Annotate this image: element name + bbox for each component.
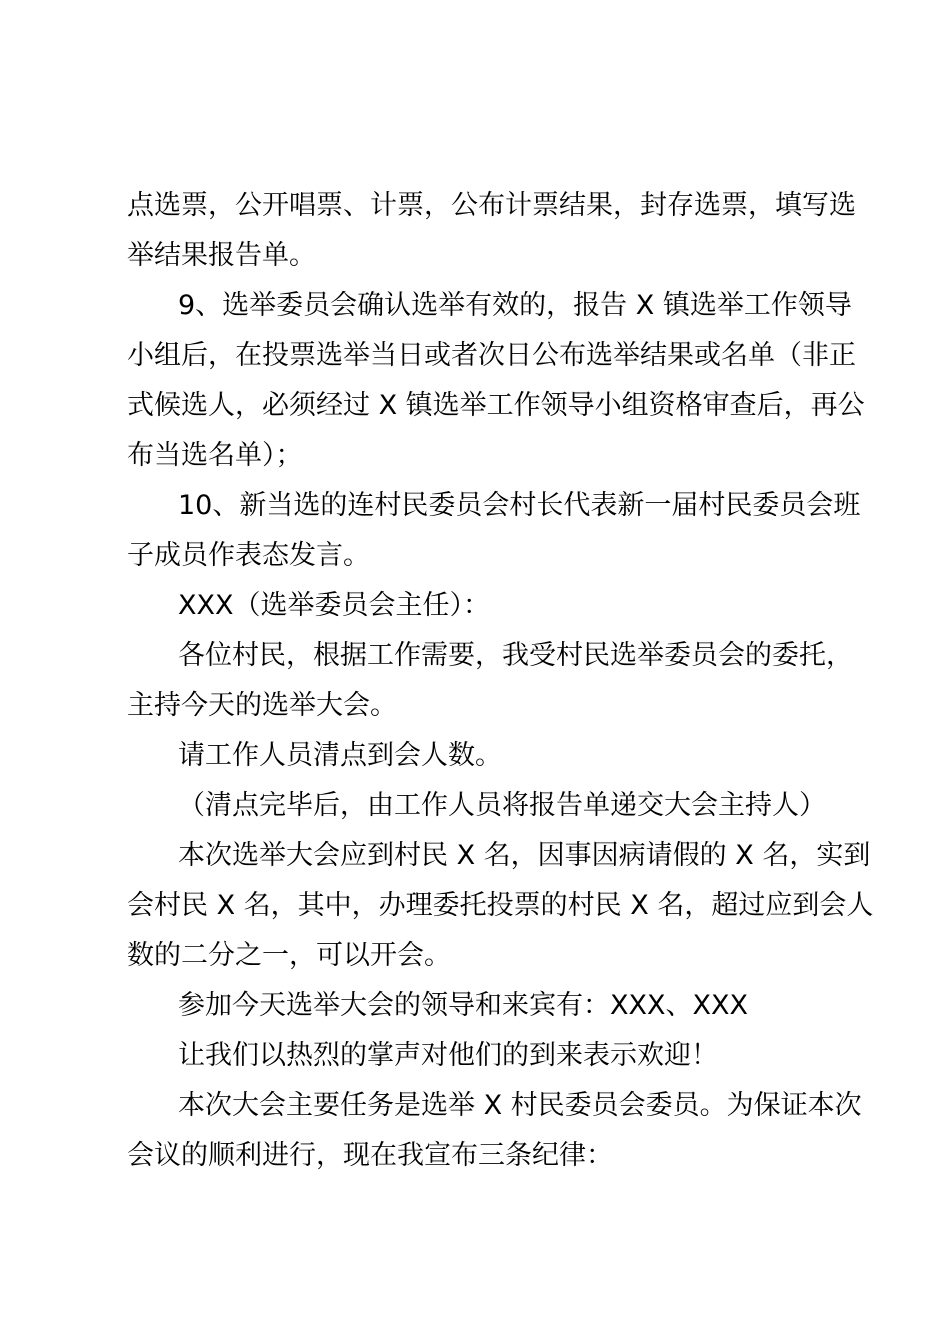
text-line: 本次选举大会应到村民 X 名，因事因病请假的 X 名，实到 (178, 840, 871, 871)
text-line: 9、选举委员会确认选举有效的，报告 X 镇选举工作领导 (178, 290, 852, 321)
text-line: 各位村民，根据工作需要，我受村民选举委员会的委托， (178, 640, 853, 671)
text-line: 布当选名单）； (127, 440, 303, 471)
text-line: 请工作人员清点到会人数。 (178, 740, 502, 771)
text-line: 本次大会主要任务是选举 X 村民委员会委员。为保证本次 (178, 1090, 862, 1121)
text-line: XXX（选举委员会主任）： (178, 590, 490, 621)
text-line: 举结果报告单。 (127, 240, 316, 271)
text-line: 点选票，公开唱票、计票，公布计票结果，封存选票，填写选 (127, 190, 856, 221)
text-line: （清点完毕后，由工作人员将报告单递交大会主持人） (178, 790, 826, 821)
text-line: 参加今天选举大会的领导和来宾有：XXX、XXX (178, 990, 748, 1021)
text-line: 主持今天的选举大会。 (127, 690, 397, 721)
text-line: 会议的顺利进行，现在我宣布三条纪律： (127, 1140, 613, 1171)
text-line: 让我们以热烈的掌声对他们的到来表示欢迎！ (178, 1040, 718, 1071)
text-line: 式候选人，必须经过 X 镇选举工作领导小组资格审查后，再公 (127, 390, 865, 421)
text-line: 会村民 X 名，其中，办理委托投票的村民 X 名，超过应到会人 (127, 890, 874, 921)
text-line: 小组后，在投票选举当日或者次日公布选举结果或名单（非正 (127, 340, 856, 371)
text-line: 子成员作表态发言。 (127, 540, 370, 571)
text-line: 数的二分之一，可以开会。 (127, 940, 451, 971)
text-line: 10、新当选的连村民委员会村长代表新一届村民委员会班 (178, 490, 861, 521)
